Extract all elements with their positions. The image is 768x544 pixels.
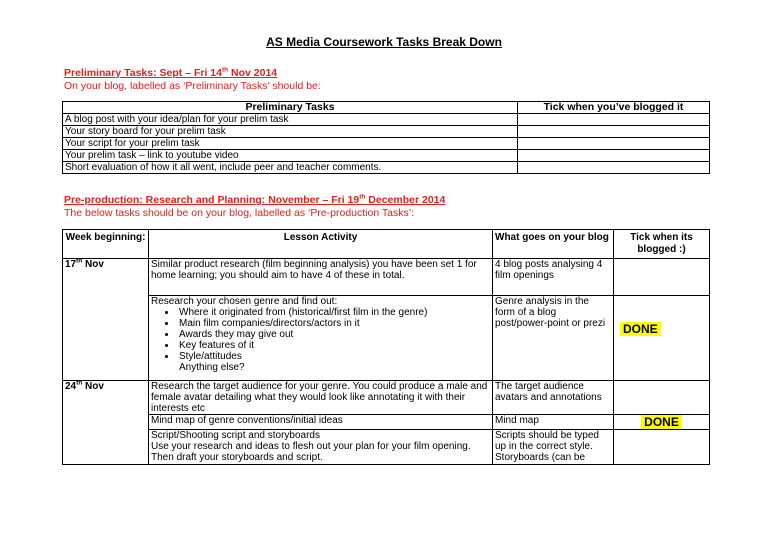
preprod-heading: Pre-production: Research and Planning: November – Fri 19th December 2014: [64, 193, 446, 206]
tick-cell: [614, 381, 710, 415]
blog-cell: Genre analysis in the form of a blog post/power-point or prezi: [493, 296, 614, 381]
prelim-heading: Preliminary Tasks: Sept – Fri 14th Nov 2014: [64, 66, 278, 79]
table-header-row: [63, 102, 710, 114]
blog-cell: Scripts should be typed up in the correct style. Storyboards (can be: [493, 430, 614, 465]
prelim-subtitle: On your blog, labelled as ‘Preliminary Tasks’ should be:: [64, 80, 321, 92]
tick-cell: [518, 150, 710, 162]
tick-cell: [518, 126, 710, 138]
table-row: [63, 259, 710, 296]
list-item: • Key features of it: [177, 340, 490, 351]
table-row: Your script for your prelim task: [63, 138, 710, 150]
preprod-table: [62, 229, 710, 465]
table-row: [63, 296, 710, 381]
week-cell: 17th Nov: [63, 259, 149, 381]
table-row: [63, 430, 710, 465]
prelim-table: [62, 101, 710, 174]
tick-cell: [518, 138, 710, 150]
col-header-week: Week beginning:: [63, 230, 149, 259]
tick-cell: [614, 415, 710, 430]
table-row: [63, 381, 710, 415]
table-row: A blog post with your idea/plan for your prelim task: [63, 114, 710, 126]
list-item: • Main film companies/directors/actors in it: [177, 318, 490, 329]
col-header-activity: Lesson Activity: [149, 230, 493, 259]
preprod-subtitle: The below tasks should be on your blog, labelled as ‘Pre-production Tasks’:: [64, 207, 415, 219]
col-header-blog: What goes on your blog: [493, 230, 614, 259]
table-row: [63, 415, 710, 430]
week-cell: 24th Nov: [63, 381, 149, 465]
activity-cell: Script/Shooting script and storyboards Use your research and ideas to flesh out your plan for your film opening. Then draft your storyboards and script.: [149, 430, 493, 465]
table-header-row: [63, 230, 710, 259]
page-title: AS Media Coursework Tasks Break Down: [266, 35, 502, 49]
col-header-tick: Tick when its blogged :): [614, 230, 710, 259]
done-badge: DONE: [620, 322, 661, 336]
blog-cell: The target audience avatars and annotations: [493, 381, 614, 415]
tick-cell: [518, 114, 710, 126]
bullet-list: [151, 307, 490, 362]
table-row: Your story board for your prelim task: [63, 126, 710, 138]
done-badge: DONE: [641, 415, 682, 429]
col-header-task: Preliminary Tasks: [63, 102, 518, 114]
tick-cell: [614, 430, 710, 465]
table-row: Short evaluation of how it all went, include peer and teacher comments.: [63, 162, 710, 174]
col-header-tick: Tick when you’ve blogged it: [518, 102, 710, 114]
tick-cell: [614, 296, 710, 381]
list-item: • Awards they may give out: [177, 329, 490, 340]
blog-cell: Mind map: [493, 415, 614, 430]
list-item: • Where it originated from (historical/first film in the genre): [177, 307, 490, 318]
activity-cell: Research the target audience for your genre. You could produce a male and female avatar detailing what they would look like annotating it with their interests etc: [149, 381, 493, 415]
table-row: Your prelim task – link to youtube video: [63, 150, 710, 162]
list-item: • Style/attitudes: [177, 351, 490, 362]
activity-cell: Similar product research (film beginning analysis) you have been set 1 for home learning; you should aim to have 4 of these in total.: [149, 259, 493, 296]
activity-cell: Mind map of genre conventions/initial ideas: [149, 415, 493, 430]
tick-cell: [614, 259, 710, 296]
tick-cell: [518, 162, 710, 174]
activity-cell: Research your chosen genre and find out: • Where it originated from (historical/first film in the genre) • Main film companies/directors/actors in it • Awards they may give out • Key features of it • Style/attitudes Anything else?: [149, 296, 493, 381]
blog-cell: 4 blog posts analysing 4 film openings: [493, 259, 614, 296]
